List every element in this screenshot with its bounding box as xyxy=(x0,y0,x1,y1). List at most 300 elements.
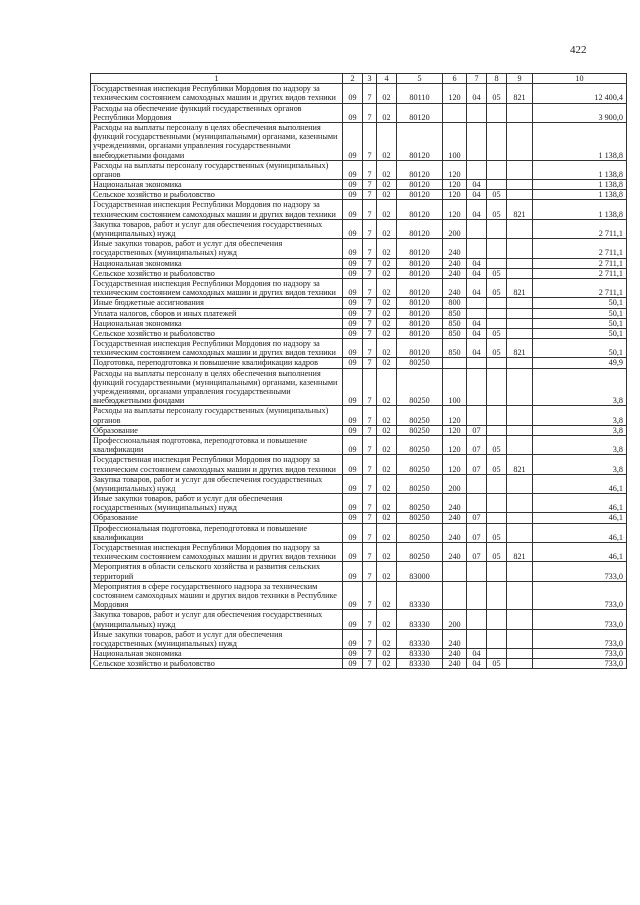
code-5: 80120 xyxy=(397,328,443,338)
code-8: 05 xyxy=(487,328,507,338)
code-3: 7 xyxy=(363,298,377,308)
code-5: 80250 xyxy=(397,406,443,425)
code-4: 02 xyxy=(377,318,397,328)
code-2: 09 xyxy=(343,543,363,562)
code-5: 83330 xyxy=(397,649,443,659)
row-amount: 3,8 xyxy=(533,455,627,474)
code-7: 04 xyxy=(467,258,487,268)
code-9 xyxy=(507,318,533,328)
table-row xyxy=(91,318,627,328)
row-amount: 733,0 xyxy=(533,659,627,669)
code-7 xyxy=(467,239,487,258)
code-8 xyxy=(487,122,507,160)
code-8 xyxy=(487,581,507,610)
code-5: 80120 xyxy=(397,258,443,268)
code-8 xyxy=(487,180,507,190)
code-9 xyxy=(507,425,533,435)
code-7 xyxy=(467,610,487,629)
code-9 xyxy=(507,523,533,542)
code-4: 02 xyxy=(377,581,397,610)
code-9 xyxy=(507,268,533,278)
code-2: 09 xyxy=(343,278,363,297)
code-7: 07 xyxy=(467,455,487,474)
row-name: Образование xyxy=(91,425,343,435)
row-name: Иные бюджетные ассигнования xyxy=(91,298,343,308)
code-6: 240 xyxy=(443,239,467,258)
table-row xyxy=(91,523,627,542)
code-7 xyxy=(467,103,487,122)
table-row xyxy=(91,629,627,648)
code-5: 83330 xyxy=(397,659,443,669)
code-3: 7 xyxy=(363,425,377,435)
row-amount: 733,0 xyxy=(533,581,627,610)
code-9 xyxy=(507,160,533,179)
code-2: 09 xyxy=(343,406,363,425)
row-name: Расходы на выплаты персоналу в целях обеспечения выполнения функций государственными (муниципальными) органами, казенными учреждениями, органами управления государственными внебюджетными фондами xyxy=(91,368,343,406)
table-row xyxy=(91,122,627,160)
column-header: 1 xyxy=(91,74,343,84)
row-amount: 3,8 xyxy=(533,406,627,425)
code-5: 80120 xyxy=(397,308,443,318)
code-7: 04 xyxy=(467,200,487,219)
row-name: Государственная инспекция Республики Мордовия по надзору за техническим состоянием самоходных машин и других видов техники xyxy=(91,455,343,474)
code-3: 7 xyxy=(363,406,377,425)
code-6: 240 xyxy=(443,649,467,659)
row-name: Расходы на выплаты персоналу государственных (муниципальных) органов xyxy=(91,160,343,179)
code-5: 80120 xyxy=(397,318,443,328)
code-4: 02 xyxy=(377,84,397,103)
code-9: 821 xyxy=(507,278,533,297)
code-7 xyxy=(467,494,487,513)
code-6: 120 xyxy=(443,425,467,435)
code-9 xyxy=(507,629,533,648)
code-9 xyxy=(507,298,533,308)
row-amount: 1 138,8 xyxy=(533,180,627,190)
code-2: 09 xyxy=(343,180,363,190)
code-3: 7 xyxy=(363,318,377,328)
code-4: 02 xyxy=(377,200,397,219)
row-name: Закупка товаров, работ и услуг для обеспечения государственных (муниципальных) нужд xyxy=(91,474,343,493)
row-amount: 733,0 xyxy=(533,629,627,648)
code-3: 7 xyxy=(363,180,377,190)
table-row xyxy=(91,298,627,308)
table-row xyxy=(91,268,627,278)
code-9: 821 xyxy=(507,84,533,103)
code-7: 04 xyxy=(467,180,487,190)
row-amount: 50,1 xyxy=(533,298,627,308)
row-amount: 46,1 xyxy=(533,494,627,513)
row-amount: 3,8 xyxy=(533,368,627,406)
code-9 xyxy=(507,122,533,160)
code-3: 7 xyxy=(363,84,377,103)
table-row xyxy=(91,358,627,368)
code-4: 02 xyxy=(377,219,397,238)
code-4: 02 xyxy=(377,513,397,523)
code-6: 120 xyxy=(443,84,467,103)
code-9: 821 xyxy=(507,339,533,358)
code-4: 02 xyxy=(377,328,397,338)
code-2: 09 xyxy=(343,122,363,160)
code-8: 05 xyxy=(487,435,507,454)
code-7: 04 xyxy=(467,84,487,103)
code-7: 04 xyxy=(467,649,487,659)
code-3: 7 xyxy=(363,268,377,278)
row-name: Расходы на выплаты персоналу государственных (муниципальных) органов xyxy=(91,406,343,425)
code-5: 80120 xyxy=(397,180,443,190)
row-amount: 50,1 xyxy=(533,328,627,338)
code-2: 09 xyxy=(343,581,363,610)
code-5: 80250 xyxy=(397,455,443,474)
code-5: 80250 xyxy=(397,425,443,435)
table-row xyxy=(91,278,627,297)
code-2: 09 xyxy=(343,258,363,268)
table-row xyxy=(91,328,627,338)
code-4: 02 xyxy=(377,494,397,513)
code-6 xyxy=(443,581,467,610)
code-9 xyxy=(507,103,533,122)
column-header: 2 xyxy=(343,74,363,84)
code-8: 05 xyxy=(487,455,507,474)
row-amount: 2 711,1 xyxy=(533,268,627,278)
code-4: 02 xyxy=(377,523,397,542)
code-5: 80250 xyxy=(397,494,443,513)
row-name: Подготовка, переподготовка и повышение квалификации кадров xyxy=(91,358,343,368)
code-4: 02 xyxy=(377,339,397,358)
row-amount: 3 900,0 xyxy=(533,103,627,122)
code-9 xyxy=(507,435,533,454)
code-7: 07 xyxy=(467,523,487,542)
code-9 xyxy=(507,239,533,258)
code-7: 07 xyxy=(467,435,487,454)
code-7 xyxy=(467,629,487,648)
code-2: 09 xyxy=(343,425,363,435)
code-7 xyxy=(467,581,487,610)
code-8: 05 xyxy=(487,543,507,562)
code-9 xyxy=(507,659,533,669)
code-3: 7 xyxy=(363,649,377,659)
table-row xyxy=(91,239,627,258)
code-4: 02 xyxy=(377,562,397,581)
row-name: Сельское хозяйство и рыболовство xyxy=(91,268,343,278)
table-row xyxy=(91,190,627,200)
table-row xyxy=(91,160,627,179)
code-6: 200 xyxy=(443,610,467,629)
code-6: 240 xyxy=(443,258,467,268)
code-8: 05 xyxy=(487,190,507,200)
code-8 xyxy=(487,258,507,268)
code-4: 02 xyxy=(377,180,397,190)
code-4: 02 xyxy=(377,122,397,160)
code-2: 09 xyxy=(343,318,363,328)
code-2: 09 xyxy=(343,629,363,648)
code-8 xyxy=(487,160,507,179)
code-3: 7 xyxy=(363,368,377,406)
code-6: 240 xyxy=(443,278,467,297)
row-name: Государственная инспекция Республики Мордовия по надзору за техническим состоянием самоходных машин и других видов техники xyxy=(91,543,343,562)
code-2: 09 xyxy=(343,308,363,318)
code-8 xyxy=(487,562,507,581)
code-2: 09 xyxy=(343,160,363,179)
row-amount: 1 138,8 xyxy=(533,122,627,160)
row-name: Иные закупки товаров, работ и услуг для обеспечения государственных (муниципальных) нужд xyxy=(91,629,343,648)
code-5: 80120 xyxy=(397,190,443,200)
column-header: 8 xyxy=(487,74,507,84)
code-5: 80120 xyxy=(397,278,443,297)
code-2: 09 xyxy=(343,328,363,338)
code-5: 80250 xyxy=(397,358,443,368)
row-name: Иные закупки товаров, работ и услуг для обеспечения государственных (муниципальных) нужд xyxy=(91,494,343,513)
code-3: 7 xyxy=(363,358,377,368)
code-3: 7 xyxy=(363,543,377,562)
code-2: 09 xyxy=(343,239,363,258)
code-9 xyxy=(507,562,533,581)
code-6 xyxy=(443,358,467,368)
code-2: 09 xyxy=(343,103,363,122)
code-6: 120 xyxy=(443,455,467,474)
row-name: Образование xyxy=(91,513,343,523)
code-9 xyxy=(507,610,533,629)
code-4: 02 xyxy=(377,278,397,297)
table-row xyxy=(91,406,627,425)
code-3: 7 xyxy=(363,339,377,358)
code-3: 7 xyxy=(363,474,377,493)
row-amount: 46,1 xyxy=(533,513,627,523)
row-name: Мероприятия в области сельского хозяйства и развития сельских территорий xyxy=(91,562,343,581)
code-8 xyxy=(487,358,507,368)
code-8 xyxy=(487,406,507,425)
column-header: 3 xyxy=(363,74,377,84)
code-8 xyxy=(487,474,507,493)
code-7 xyxy=(467,358,487,368)
column-header: 4 xyxy=(377,74,397,84)
code-7 xyxy=(467,562,487,581)
code-6: 850 xyxy=(443,308,467,318)
row-name: Расходы на выплаты персоналу в целях обеспечения выполнения функций государственными (муниципальными) органами, казенными учреждениями, органами управления государственными внебюджетными фондами xyxy=(91,122,343,160)
code-8 xyxy=(487,239,507,258)
row-amount: 2 711,1 xyxy=(533,278,627,297)
code-6: 240 xyxy=(443,268,467,278)
row-name: Государственная инспекция Республики Мордовия по надзору за техническим состоянием самоходных машин и других видов техники xyxy=(91,278,343,297)
code-2: 09 xyxy=(343,368,363,406)
row-name: Государственная инспекция Республики Мордовия по надзору за техническим состоянием самоходных машин и других видов техники xyxy=(91,84,343,103)
code-6: 120 xyxy=(443,200,467,219)
code-3: 7 xyxy=(363,629,377,648)
row-amount: 50,1 xyxy=(533,318,627,328)
column-header: 7 xyxy=(467,74,487,84)
code-9 xyxy=(507,328,533,338)
code-6: 120 xyxy=(443,160,467,179)
row-name: Сельское хозяйство и рыболовство xyxy=(91,328,343,338)
code-2: 09 xyxy=(343,474,363,493)
code-9 xyxy=(507,180,533,190)
code-2: 09 xyxy=(343,190,363,200)
code-4: 02 xyxy=(377,649,397,659)
row-name: Профессиональная подготовка, переподготовка и повышение квалификации xyxy=(91,523,343,542)
code-6: 200 xyxy=(443,219,467,238)
code-2: 09 xyxy=(343,562,363,581)
code-2: 09 xyxy=(343,339,363,358)
code-5: 80250 xyxy=(397,368,443,406)
code-6: 240 xyxy=(443,494,467,513)
code-6: 850 xyxy=(443,339,467,358)
code-7 xyxy=(467,160,487,179)
code-5: 80110 xyxy=(397,84,443,103)
code-4: 02 xyxy=(377,298,397,308)
code-4: 02 xyxy=(377,455,397,474)
code-8 xyxy=(487,308,507,318)
row-name: Национальная экономика xyxy=(91,649,343,659)
code-3: 7 xyxy=(363,258,377,268)
code-8 xyxy=(487,219,507,238)
column-header: 5 xyxy=(397,74,443,84)
code-7: 07 xyxy=(467,543,487,562)
table-header-row xyxy=(91,74,627,84)
code-3: 7 xyxy=(363,278,377,297)
code-6 xyxy=(443,103,467,122)
row-name: Иные закупки товаров, работ и услуг для обеспечения государственных (муниципальных) нужд xyxy=(91,239,343,258)
code-2: 09 xyxy=(343,494,363,513)
code-9 xyxy=(507,308,533,318)
code-5: 80120 xyxy=(397,268,443,278)
code-2: 09 xyxy=(343,610,363,629)
code-9: 821 xyxy=(507,455,533,474)
code-4: 02 xyxy=(377,368,397,406)
table-row xyxy=(91,435,627,454)
table-row xyxy=(91,494,627,513)
row-amount: 46,1 xyxy=(533,543,627,562)
table-row xyxy=(91,474,627,493)
code-8: 05 xyxy=(487,523,507,542)
code-8 xyxy=(487,103,507,122)
code-8 xyxy=(487,513,507,523)
code-5: 80120 xyxy=(397,103,443,122)
code-7 xyxy=(467,122,487,160)
code-7: 04 xyxy=(467,268,487,278)
code-9 xyxy=(507,190,533,200)
code-7 xyxy=(467,308,487,318)
row-amount: 733,0 xyxy=(533,610,627,629)
table-row xyxy=(91,308,627,318)
row-name: Уплата налогов, сборов и иных платежей xyxy=(91,308,343,318)
code-9: 821 xyxy=(507,543,533,562)
code-5: 80120 xyxy=(397,200,443,219)
code-4: 02 xyxy=(377,308,397,318)
code-7 xyxy=(467,298,487,308)
code-9 xyxy=(507,358,533,368)
code-7: 07 xyxy=(467,513,487,523)
code-5: 80250 xyxy=(397,474,443,493)
code-3: 7 xyxy=(363,494,377,513)
code-9 xyxy=(507,581,533,610)
budget-table xyxy=(90,73,627,669)
code-5: 80120 xyxy=(397,298,443,308)
code-2: 09 xyxy=(343,200,363,219)
table-row xyxy=(91,425,627,435)
code-8 xyxy=(487,629,507,648)
code-6: 240 xyxy=(443,543,467,562)
code-5: 80120 xyxy=(397,219,443,238)
code-3: 7 xyxy=(363,435,377,454)
code-6: 120 xyxy=(443,406,467,425)
table-row xyxy=(91,513,627,523)
code-5: 80120 xyxy=(397,239,443,258)
code-3: 7 xyxy=(363,239,377,258)
code-7: 04 xyxy=(467,278,487,297)
code-3: 7 xyxy=(363,455,377,474)
row-name: Национальная экономика xyxy=(91,258,343,268)
row-amount: 50,1 xyxy=(533,308,627,318)
code-2: 09 xyxy=(343,523,363,542)
code-6: 850 xyxy=(443,318,467,328)
code-7: 07 xyxy=(467,425,487,435)
code-6: 120 xyxy=(443,190,467,200)
code-5: 83330 xyxy=(397,610,443,629)
code-4: 02 xyxy=(377,425,397,435)
code-2: 09 xyxy=(343,659,363,669)
code-4: 02 xyxy=(377,358,397,368)
code-8: 05 xyxy=(487,339,507,358)
table-row xyxy=(91,562,627,581)
code-9 xyxy=(507,513,533,523)
code-4: 02 xyxy=(377,258,397,268)
table-body xyxy=(91,84,627,669)
row-amount: 1 138,8 xyxy=(533,200,627,219)
code-9 xyxy=(507,406,533,425)
code-5: 80120 xyxy=(397,339,443,358)
code-2: 09 xyxy=(343,84,363,103)
code-3: 7 xyxy=(363,523,377,542)
code-6: 800 xyxy=(443,298,467,308)
column-header: 9 xyxy=(507,74,533,84)
code-6: 120 xyxy=(443,180,467,190)
row-name: Закупка товаров, работ и услуг для обеспечения государственных (муниципальных) нужд xyxy=(91,610,343,629)
table-row xyxy=(91,659,627,669)
code-6: 100 xyxy=(443,122,467,160)
code-9 xyxy=(507,258,533,268)
code-3: 7 xyxy=(363,160,377,179)
code-8 xyxy=(487,610,507,629)
code-2: 09 xyxy=(343,513,363,523)
code-3: 7 xyxy=(363,190,377,200)
row-amount: 3,8 xyxy=(533,435,627,454)
code-5: 80120 xyxy=(397,122,443,160)
table-row xyxy=(91,84,627,103)
row-amount: 46,1 xyxy=(533,523,627,542)
code-7 xyxy=(467,406,487,425)
table-row xyxy=(91,610,627,629)
code-8 xyxy=(487,649,507,659)
code-5: 80120 xyxy=(397,160,443,179)
row-name: Мероприятия в сфере государственного надзора за техническим состоянием самоходных машин и других видов техники в Республике Мордовия xyxy=(91,581,343,610)
code-8: 05 xyxy=(487,278,507,297)
code-4: 02 xyxy=(377,239,397,258)
row-name: Сельское хозяйство и рыболовство xyxy=(91,659,343,669)
code-7 xyxy=(467,368,487,406)
code-6: 100 xyxy=(443,368,467,406)
table-row xyxy=(91,543,627,562)
row-amount: 2 711,1 xyxy=(533,258,627,268)
row-name: Государственная инспекция Республики Мордовия по надзору за техническим состоянием самоходных машин и других видов техники xyxy=(91,339,343,358)
code-5: 83330 xyxy=(397,581,443,610)
column-header: 6 xyxy=(443,74,467,84)
code-8 xyxy=(487,368,507,406)
row-amount: 2 711,1 xyxy=(533,219,627,238)
code-9: 821 xyxy=(507,200,533,219)
code-3: 7 xyxy=(363,659,377,669)
code-8 xyxy=(487,298,507,308)
row-name: Расходы на обеспечение функций государственных органов Республики Мордовия xyxy=(91,103,343,122)
code-4: 02 xyxy=(377,659,397,669)
